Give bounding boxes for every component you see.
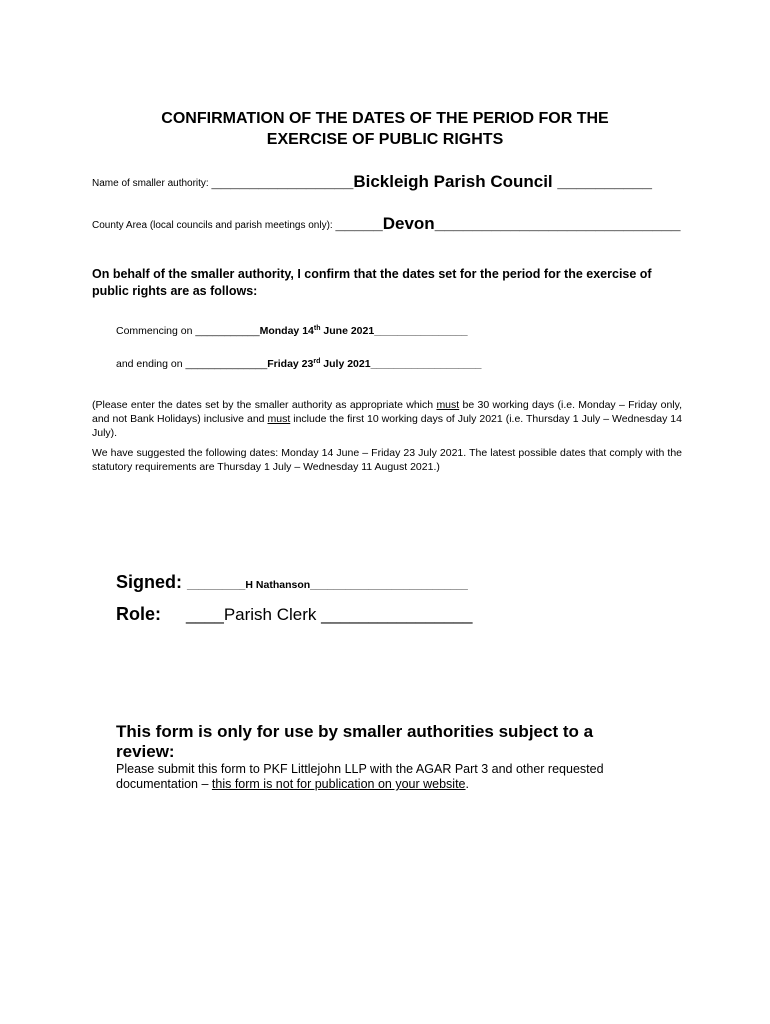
ending-day: Friday 23 [267,358,314,370]
ending-date [267,358,481,370]
signed-value: __________H Nathanson___________________________ [187,579,468,591]
ending-row [116,358,482,370]
instructions-note [92,398,682,440]
title-line-2: EXERCISE OF PUBLIC RIGHTS [266,131,504,148]
document-title [60,108,710,150]
title-line-1: CONFIRMATION OF THE DATES OF THE PERIOD FOR THE [161,110,609,127]
commencing-trail: ________________ [374,325,468,337]
commencing-day: Monday 14 [259,325,314,337]
role-label: Role: [116,604,161,624]
note-text-c: include the first 10 working days of July 2021 (i.e. Thursday 1 July – Wednesday 14 July). [92,413,682,439]
authority-name-value: _______________Bickleigh Parish Council __________ [211,172,652,191]
role-value: ____Parish Clerk ________________ [186,605,473,624]
note-emphasis-must-2: must [267,413,291,425]
commencing-date [260,325,468,337]
footer-text-b: . [465,777,469,791]
commencing-label: Commencing on ___________ [116,325,260,337]
ending-month-year: July 2021 [320,358,371,370]
ending-label: and ending on ______________ [116,358,268,370]
note-text-b: be 30 working days (i.e. Monday – Friday only, and not Bank Holidays) inclusive and [92,399,683,425]
authority-name-row [92,172,652,192]
confirmation-statement: On behalf of the smaller authority, I confirm that the dates set for the period for the exercise of public rights are as follows: [92,267,652,298]
note-text-a: (Please enter the dates set by the smaller authority as appropriate which [92,399,437,411]
signature-row [116,572,468,593]
authority-name-label: Name of smaller authority: [92,178,212,189]
commencing-month-year: June 2021 [320,325,375,337]
county-area-row [92,214,681,234]
county-area-label: County Area (local councils and parish meetings only): [92,220,336,231]
footer-heading: This form is only for use by smaller authorities subject to a review: [116,722,594,761]
footer-publication-note: this form is not for publication on your website [211,777,466,791]
ending-ordinal: rd [313,358,321,365]
suggested-dates-note: We have suggested the following dates: Monday 14 June – Friday 23 July 2021. The latest possible dates that comply with the statutory requirements are Thursday 1 July – Wednesday 11 August 2021.) [92,447,682,473]
signed-label: Signed: [116,572,187,592]
role-row [116,604,472,625]
commencing-ordinal: th [313,325,321,332]
ending-trail: ___________________ [370,358,482,370]
commencing-row [116,325,468,337]
footer-instructions [116,762,676,792]
note-emphasis-must-1: must [436,399,460,411]
county-area-value: _____Devon__________________________ [335,214,681,233]
footer-text-a: Please submit this form to PKF Littlejohn LLP with the AGAR Part 3 and other requested documentation – [116,762,604,791]
